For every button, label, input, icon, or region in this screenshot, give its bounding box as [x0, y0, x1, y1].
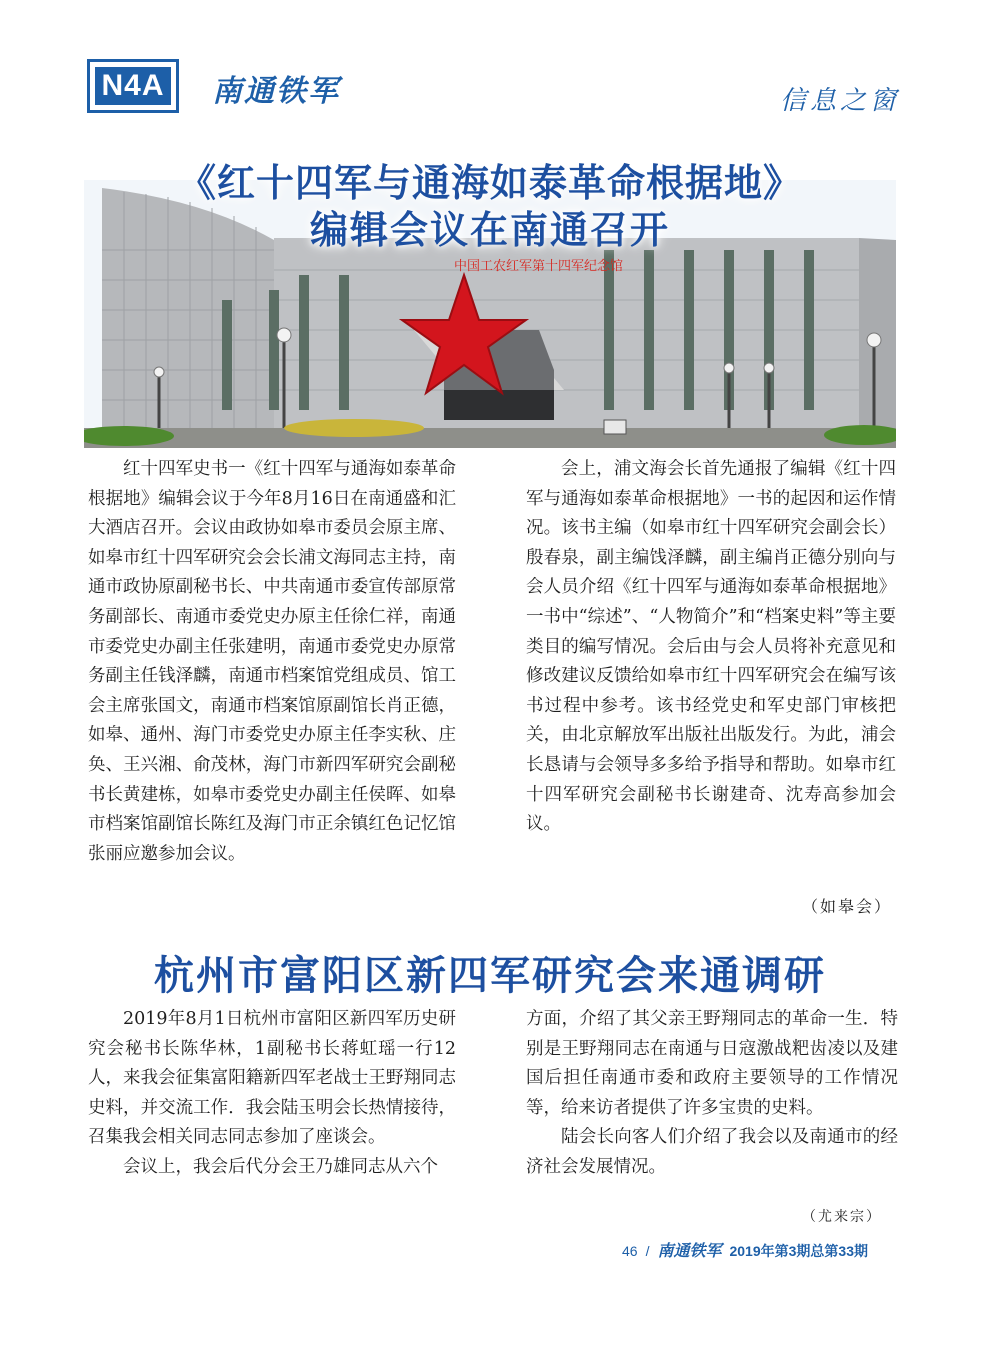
- article2-title: 杭州市富阳区新四军研究会来通调研: [154, 952, 826, 999]
- footer-separator: /: [645, 1243, 650, 1259]
- article2-paragraph-2-start: 会议上，我会后代分会王乃雄同志从六个: [123, 1156, 438, 1177]
- article1-signature: （如皋会）: [801, 897, 892, 916]
- logo-text: N4A: [95, 67, 170, 105]
- n4a-logo: [87, 59, 179, 113]
- article1-paragraph-1: 红十四军史书一《红十四军与通海如泰革命根据地》编辑会议于今年8月16日在南通盛和汇大酒店召开。会议由政协如皋市委员会原主席、如皋市红十四军研究会会长浦文海同志主持，南通市政协原副秘书长、中共南通市委宣传部原常务副部长、南通市委党史办原主任徐仁祥，南通市委党史办副主任张建明，南通市委党史办原常务副主任钱泽麟，南通市档案馆党组成员、馆工会主席张国文，南通市档案馆原副馆长肖正德，如皋、通州、海门市委党史办原主任李实秋、庄奂、王兴湘、俞茂林，海门市新四军研究会副秘书长黄建栋，如皋市委党史办副主任侯晖、如皋市档案馆副馆长陈红及海门市正余镇红色记忆馆张丽应邀参加会议。: [88, 459, 456, 864]
- article2-signature: （尤来宗）: [802, 1209, 882, 1225]
- section-label: 信息之窗: [779, 86, 900, 116]
- article2-paragraph-3: 陆会长向客人们介绍了我会以及南通市的经济社会发展情况。: [526, 1127, 898, 1177]
- brand-name: 南通铁军: [212, 74, 340, 109]
- article1-title-line1: 《红十四军与通海如泰革命根据地》: [177, 161, 802, 205]
- article2-paragraph-2-end: 方面，介绍了其父亲王野翔同志的革命一生．特别是王野翔同志在南通与日寇激战粑齿凌以及建国后担任南通市委和政府主要领导的工作情况等，给来访者提供了许多宝贵的史料。: [526, 1009, 898, 1118]
- article1-column-left: [88, 455, 456, 869]
- page-footer: [622, 1238, 868, 1261]
- article1-paragraph-2: 会上，浦文海会长首先通报了编辑《红十四军与通海如泰革命根据地》一书的起因和运作情况。该书主编（如皋市红十四军研究会副会长）殷春泉，副主编饯泽麟，副主编肖正德分别向与会人员介绍《红十四军与通海如泰革命根据地》一书中“综述”、“人物简介”和“档案史料”等主要类目的编写情况。会后由与会人员将补充意见和修改建议反馈给如皋市红十四军研究会在编写该书过程中参考。该书经党史和军史部门审核把关，由北京解放军出版社出版发行。为此，浦会长恳请与会领导多多给予指导和帮助。如皋市红十四军研究会副秘书长谢建奇、沈寿高参加会议。: [526, 459, 896, 835]
- page-number: 46: [622, 1243, 638, 1259]
- article2-column-right: [526, 1005, 898, 1183]
- article1-title-line2: 编辑会议在南通召开: [309, 208, 670, 252]
- banner-text: 中国工农红军第十四军纪念馆: [454, 259, 624, 274]
- article2-column-left: [88, 1005, 456, 1183]
- article1-column-right: [526, 455, 896, 840]
- article2-paragraph-1: 2019年8月1日杭州市富阳区新四军历史研究会秘书长陈华林，1副秘书长蒋虹瑶一行12人，来我会征集富阳籍新四军老战士王野翔同志史料，并交流工作．我会陆玉明会长热情接待，召集我会相关同志同志参加了座谈会。: [88, 1009, 456, 1148]
- issue-info: 2019年第3期总第33期: [729, 1243, 868, 1259]
- footer-brand: 南通铁军: [657, 1241, 722, 1260]
